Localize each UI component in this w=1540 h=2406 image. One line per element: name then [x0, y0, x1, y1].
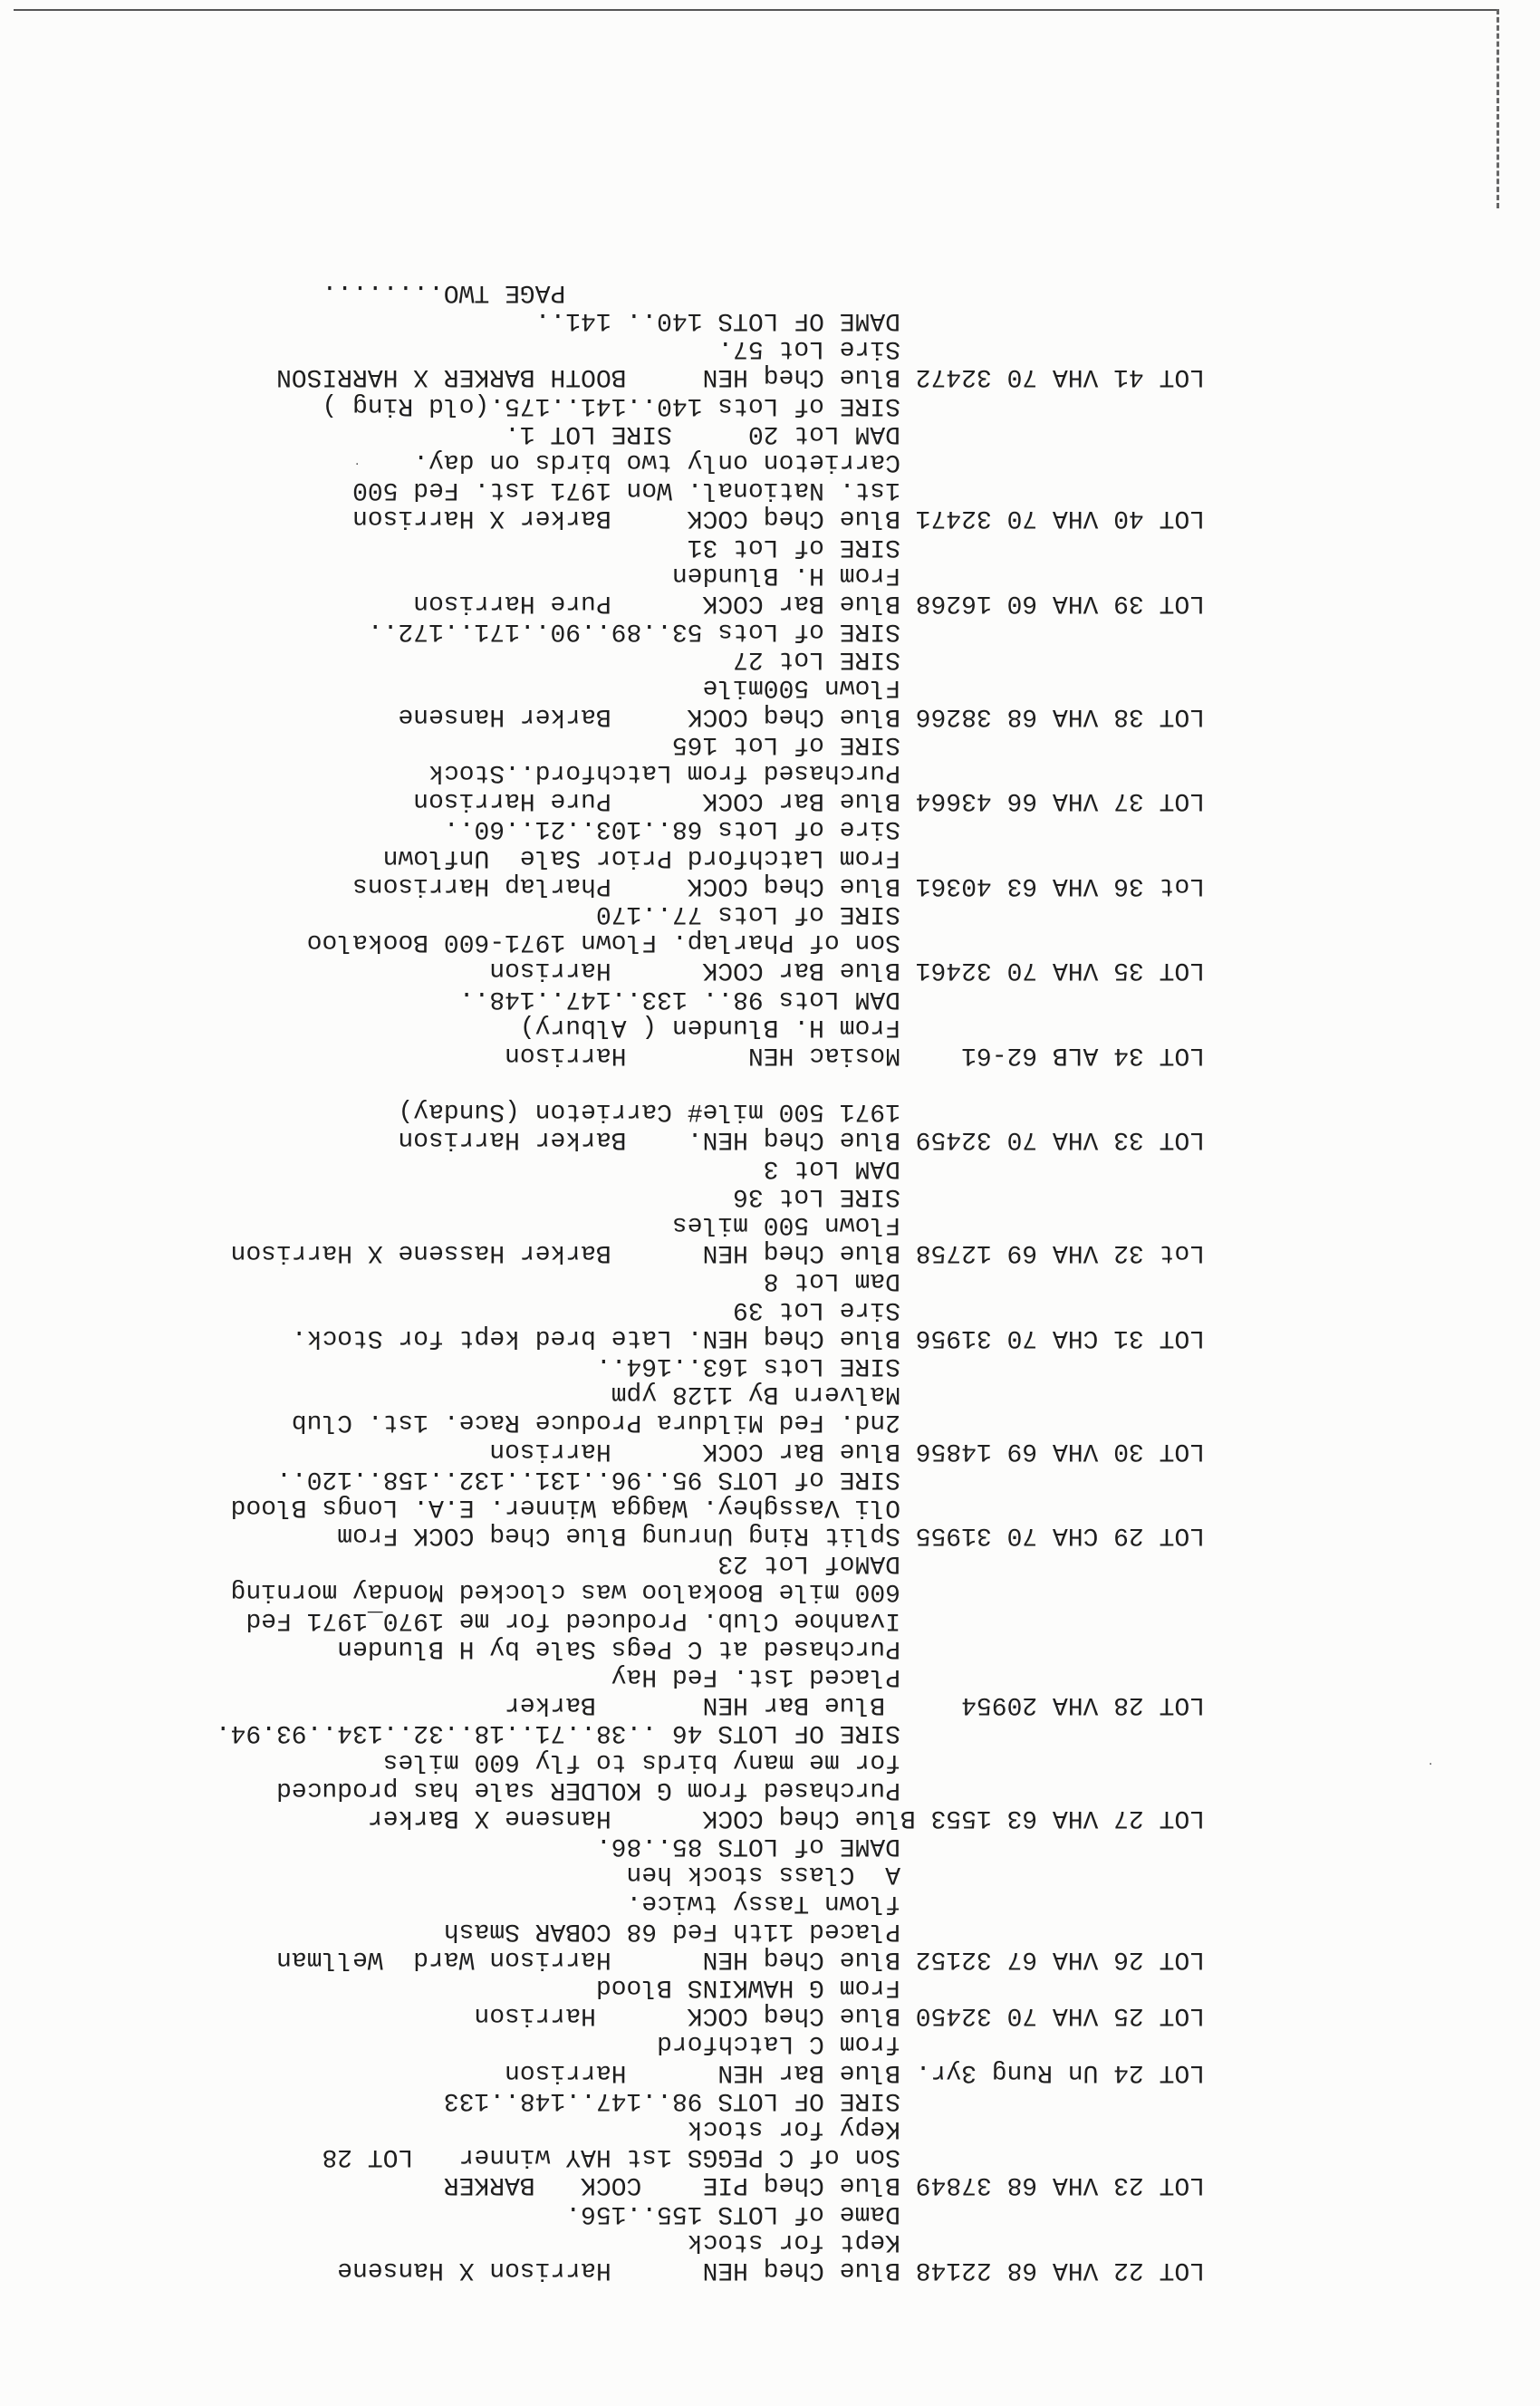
document-line: From H. Blunden ( Albury) [519, 1012, 1205, 1041]
document-line: Sire of Lots 68..103..21..60.. [443, 814, 1205, 843]
document-line: from C Latchford [657, 2029, 1205, 2058]
document-line: From G HAWKINS Blood [595, 1973, 1205, 2002]
document-line: Purchased from G KOLDER sale has produced [276, 1775, 1205, 1804]
document-line: DAM Lot 3 [763, 1153, 1205, 1182]
document-line: From Latchford Prior Sale Unflown [382, 842, 1205, 871]
document-line: From H. Blunden [671, 560, 1205, 589]
document-line: LOT 31 CHA 70 31956 Blue Cheq HEN. Late bred kept for Stock. [291, 1323, 1205, 1352]
document-line: DAME OF LOTS 140.. 141.. [534, 306, 1205, 335]
document-line: PAGE TWO........ [322, 277, 1205, 306]
lot-listing [118, 278, 1205, 2284]
document-line: Purchased at C Pegs Sale by H Blunden [337, 1633, 1205, 1662]
document-line: LOT 25 VHA 70 32450 Blue Cheq COCK Harrison [474, 2001, 1205, 2030]
document-line: DAME of LOTS 85..86. [595, 1832, 1205, 1861]
document-line: Oli Vassghey. Wagga Winner. E.A. Longs Blood [230, 1492, 1205, 1521]
document-line: DAM Lot 20 SIRE LOT 1. [505, 419, 1205, 448]
document-line: LOT 34 ALB 62-61 Mosiac HEN Harrison [505, 1040, 1205, 1069]
document-line: LOT 30 VHA 69 14856 Blue Bar COCK Harrison [489, 1436, 1205, 1465]
document-line: Son of C PEGGS 1st HAY winner LOT 28 [322, 2142, 1205, 2171]
document-line: LOT 24 Un Rung 3yr. Blue Bar HEN Harrison [505, 2057, 1205, 2086]
document-line: Dam Lot 8 [763, 1266, 1205, 1295]
document-line: SIRE of LOTS 95..96..131..132..158..120.. [276, 1464, 1205, 1493]
document-line: SIRE OF LOTS 46 ..38..71..18..32..134..93.94. [215, 1718, 1205, 1747]
document-line: Flown 500 miles [671, 1210, 1205, 1239]
document-line: DAM Lots 98.. 133..147..148.. [458, 984, 1205, 1013]
document-line: SIRE Lots 163..164.. [595, 1352, 1205, 1380]
document-line: SIRE of Lots 140..141..175.(old Ring ) [322, 390, 1205, 419]
document-line [118, 1069, 1205, 1097]
document-line: 2nd. Fed Mildura Produce Race. 1st. Club [291, 1408, 1205, 1437]
document-line: LOT 37 VHA 66 43664 Blue Bar COCK Pure Harrison [413, 786, 1205, 815]
document-line: Lot 36 VHA 63 40361 Blue Cheq COCK Pharlap Harrisons [352, 871, 1205, 900]
document-line: SIRE OF LOTS 98..147..148..133 [443, 2085, 1205, 2114]
document-line: Purchased from Latchford..Stock [428, 758, 1205, 787]
document-line: LOT 33 VHA 70 32459 Blue Cheq HEN. Barker Harrison [398, 1125, 1205, 1154]
document-line: Placed 1st. Fed Hay [611, 1662, 1205, 1691]
document-line: LOT 23 VHA 68 37849 Blue Cheq PIE COCK BARKER [443, 2170, 1205, 2199]
ink-speck: · [1429, 1757, 1433, 1772]
document-line: Kept for stock [687, 2227, 1205, 2256]
document-line: LOT 38 VHA 68 38266 Blue Cheq COCK Barker Hansene [398, 701, 1205, 730]
document-line: LOT 39 VHA 60 16268 Blue Bar COCK Pure Harrison [413, 588, 1205, 617]
document-line: Son of Pharlap. Flown 1971-600 Bookaloo [306, 928, 1205, 957]
document-line: DAMof Lot 23 [717, 1549, 1205, 1578]
document-line: SIRE of Lots 77..170 [595, 900, 1205, 928]
document-line: Dame of LOTS 155..156. [565, 2199, 1205, 2228]
document-line: flown Tassy twice. [626, 1888, 1205, 1917]
document-line: Sire Lot 57. [717, 334, 1205, 363]
document-line: Carrieton only two birds on day. [413, 448, 1205, 476]
document-line: SIRE Lot 36 [733, 1181, 1205, 1210]
document-line: LOT 35 VHA 70 32461 Blue Bar COCK Harrison [489, 956, 1205, 985]
document-line: LOT 26 VHA 67 32152 Blue Cheq HEN Harrison Ward Wellman [276, 1944, 1205, 1973]
document-line: 1st. National. Won 1971 1st. Fed 500 [352, 476, 1205, 505]
document-line: Kepy for stock [687, 2114, 1205, 2143]
document-line: SIRE Lot 27 [733, 645, 1205, 674]
document-line: Sire Lot 39 [733, 1294, 1205, 1323]
document-line: Placed 11th Fed 68 COBAR Smash [443, 1916, 1205, 1945]
document-line: Flown 500mile [702, 673, 1205, 702]
document-line: Malvern By 1128 ypm [611, 1380, 1205, 1409]
document-line: LOT 40 VHA 70 32471 Blue Cheq COCK Barker X Harrison [352, 504, 1205, 533]
document-line: SIRE of Lots 53..89..90..171..172.. [367, 617, 1205, 646]
document-line: Lot 32 VHA 69 12758 Blue Cheq HEN Barker Hassene X Harrison [230, 1238, 1205, 1267]
ink-speck: · [355, 457, 360, 472]
document-line: LOT 29 CHA 70 31955 Split Ring Unrung Blue Cheq COCK From [337, 1521, 1205, 1550]
document-line: SIRE of Lot 165 [671, 729, 1205, 758]
document-line: 1971 500 mile# Carrieton (Sunday) [398, 1097, 1205, 1126]
document-line: A Class stock hen [626, 1860, 1205, 1889]
document-line: for me many birds to fly 600 miles [382, 1747, 1205, 1776]
document-line: LOT 27 VHA 63 1553 Blue Cheq COCK Hansene X Barker [367, 1804, 1205, 1832]
document-line: Ivanhoe Club. Produced for me 1970_1971 Fed [245, 1605, 1205, 1634]
document-line: LOT 22 VHA 68 22148 Blue Cheq HEN Harrison X Hansene [337, 2256, 1205, 2284]
document-line: LOT 41 VHA 70 32472 Blue Cheq HEN BOOTH BARKER X HARRISON [276, 362, 1205, 391]
document-line: LOT 28 VHA 20954 Blue Bar HEN Barker [505, 1690, 1205, 1719]
document-line: 600 mile Bookaloo was clocked Monday morning [230, 1577, 1205, 1606]
document-line: SIRE of Lot 31 [687, 532, 1205, 561]
